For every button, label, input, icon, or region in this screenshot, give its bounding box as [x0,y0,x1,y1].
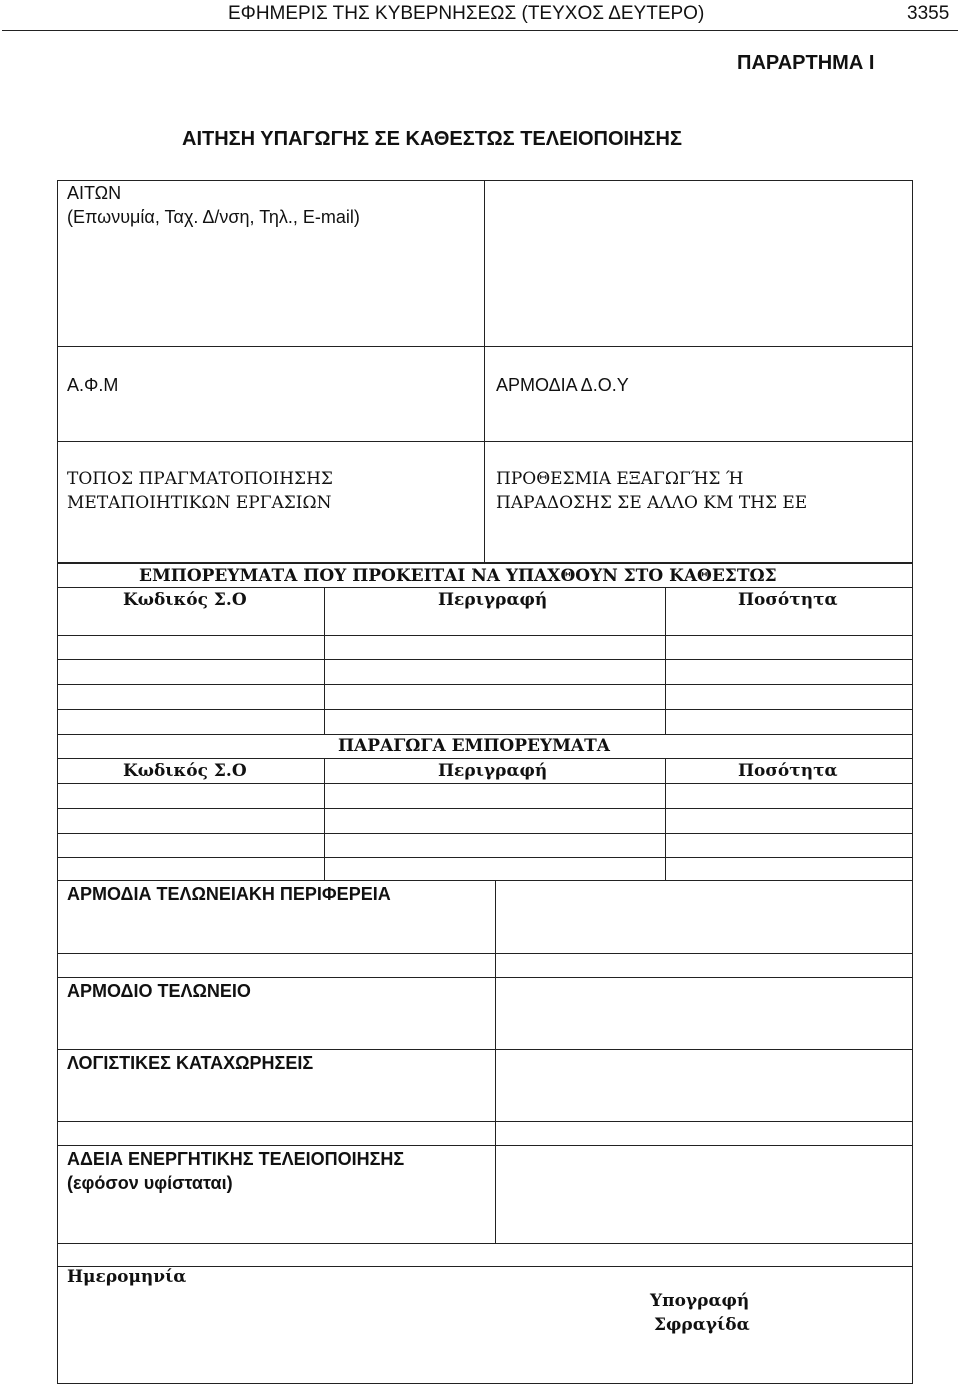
products-col-description: Περιγραφή [438,761,548,781]
signature-label: Υπογραφή [650,1291,750,1311]
goods-col-code: Κωδικός Σ.Ο [123,590,247,610]
goods-col-quantity: Ποσότητα [738,590,838,610]
applicant-sublabel: (Επωνυμία, Ταχ. Δ/νση, Τηλ., E-mail) [67,207,360,227]
stamp-label: Σφραγίδα [654,1315,750,1335]
header-rule [2,30,958,31]
export-deadline-line1: ΠΡΟΘΕΣΜΙΑ ΕΞΑΓΩΓΉΣ Ή [496,469,744,489]
date-label: Ημερομηνία [67,1267,187,1287]
products-col-code: Κωδικός Σ.Ο [123,761,247,781]
applicant-field[interactable] [486,181,912,346]
annex-title: ΠΑΡΑΡΤΗΜΑ Ι [737,52,875,74]
afm-label: Α.Φ.Μ [67,375,119,395]
goods-section-title: ΕΜΠΟΡΕΥΜΑΤΑ ΠΟΥ ΠΡΟΚΕΙΤΑΙ ΝΑ ΥΠΑΧΘΟΥΝ ΣΤΟ ΚΑΘΕΣΤΩΣ [139,566,777,586]
goods-col-description: Περιγραφή [438,590,548,610]
signature-block [57,1243,913,1384]
customs-office-label: ΑΡΜΟΔΙΟ ΤΕΛΩΝΕΙΟ [67,981,251,1001]
processing-place-line1: ΤΟΠΟΣ ΠΡΑΓΜΑΤΟΠΟΙΗΣΗΣ [67,469,333,489]
form-title: ΑΙΤΗΣΗ ΥΠΑΓΩΓΗΣ ΣΕ ΚΑΘΕΣΤΩΣ ΤΕΛΕΙΟΠΟΙΗΣΗΣ [182,128,682,150]
active-license-line1: ΑΔΕΙΑ ΕΝΕΡΓΗΤΙΚΗΣ ΤΕΛΕΙΟΠΟΙΗΣΗΣ [67,1149,405,1169]
page-number: 3355 [907,3,950,24]
accounting-records-label: ΛΟΓΙΣΤΙΚΕΣ ΚΑΤΑΧΩΡΗΣΕΙΣ [67,1053,314,1073]
processing-place-line2: ΜΕΤΑΠΟΙΗΤΙΚΩΝ ΕΡΓΑΣΙΩΝ [67,493,332,513]
applicant-label: ΑΙΤΩΝ [67,183,122,203]
products-section-title: ΠΑΡΑΓΩΓΑ ΕΜΠΟΡΕΥΜΑΤΑ [338,736,610,756]
gazette-header: ΕΦΗΜΕΡΙΣ ΤΗΣ ΚΥΒΕΡΝΗΣΕΩΣ (ΤΕΥΧΟΣ ΔΕΥΤΕΡΟ) [228,3,705,24]
products-col-quantity: Ποσότητα [738,761,838,781]
customs-region-label: ΑΡΜΟΔΙΑ ΤΕΛΩΝΕΙΑΚΗ ΠΕΡΙΦΕΡΕΙΑ [67,884,391,904]
competent-doy-label: ΑΡΜΟΔΙΑ Δ.Ο.Υ [496,375,629,395]
active-license-line2: (εφόσον υφίσταται) [67,1173,233,1193]
export-deadline-line2: ΠΑΡΑΔΟΣΗΣ ΣΕ ΑΛΛΟ ΚΜ ΤΗΣ ΕΕ [496,493,808,513]
